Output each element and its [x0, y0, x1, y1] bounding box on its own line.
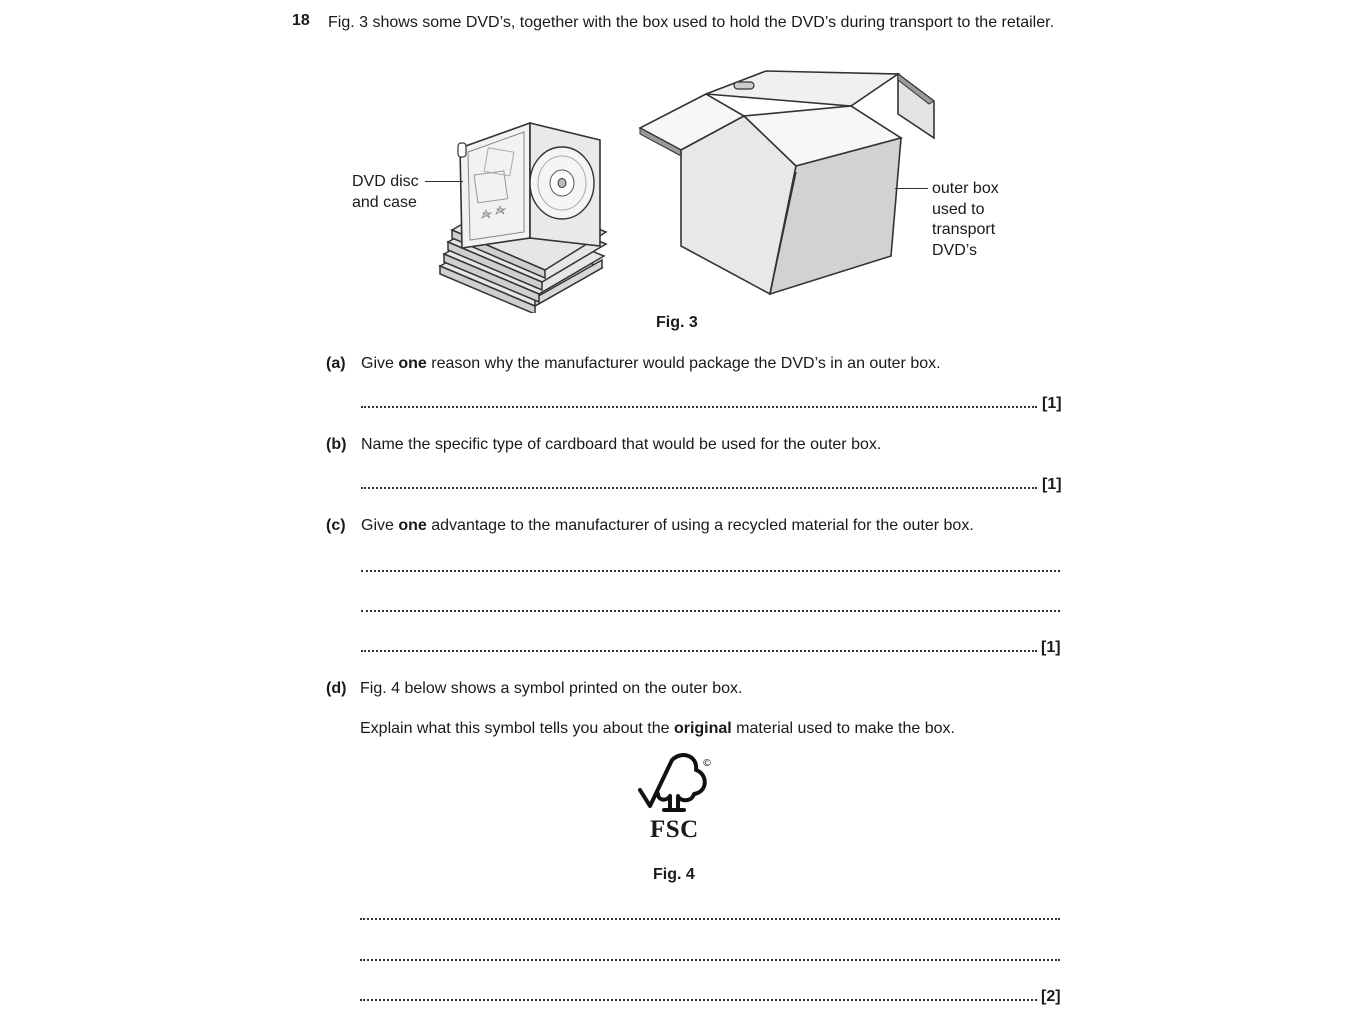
dvd-stack-illustration — [430, 118, 620, 313]
box-label — [932, 179, 999, 261]
part-a-label: (a) — [326, 355, 346, 372]
dvd-label-line2: and case — [352, 193, 417, 211]
part-b-label: (b) — [326, 436, 347, 453]
part-c-label: (c) — [326, 517, 346, 534]
figure3-caption: Fig. 3 — [656, 314, 698, 331]
box-label-line2: used to — [932, 200, 985, 218]
fsc-copyright-mark: © — [702, 758, 712, 769]
part-d-marks: [2] — [1041, 988, 1061, 1005]
part-a-marks: [1] — [1042, 395, 1062, 412]
part-a-answer-line[interactable] — [361, 406, 1037, 408]
part-c-answer-line-1[interactable] — [361, 570, 1060, 572]
fsc-logo-text: FSC — [650, 816, 699, 843]
part-c-answer-line-2[interactable] — [361, 610, 1060, 612]
part-d-answer-line-2[interactable] — [360, 959, 1060, 961]
dvd-label — [352, 172, 419, 213]
question-intro: Fig. 3 shows some DVD’s, together with the box used to hold the DVD’s during transport to the retailer. — [328, 14, 1055, 31]
box-label-line1: outer box — [932, 180, 999, 197]
part-d-text-2: Explain what this symbol tells you about the original material used to make the box. — [360, 720, 955, 737]
part-c-marks: [1] — [1041, 639, 1061, 656]
part-b-text: Name the specific type of cardboard that would be used for the outer box. — [361, 436, 882, 453]
part-a-text: Give one reason why the manufacturer would package the DVD’s in an outer box. — [361, 355, 941, 372]
question-number: 18 — [292, 12, 310, 29]
cardboard-box-illustration — [636, 66, 941, 301]
part-b-marks: [1] — [1042, 476, 1062, 493]
part-d-answer-line-3[interactable] — [360, 999, 1037, 1001]
part-d-answer-line-1[interactable] — [360, 918, 1060, 920]
figure4-caption: Fig. 4 — [653, 866, 695, 883]
box-label-line3: transport — [932, 221, 996, 238]
dvd-label-line1: DVD disc — [352, 173, 419, 190]
part-b-answer-line[interactable] — [361, 487, 1037, 489]
part-c-answer-line-3[interactable] — [361, 650, 1037, 652]
part-d-label: (d) — [326, 680, 347, 697]
part-d-text-1: Fig. 4 below shows a symbol printed on the outer box. — [360, 680, 743, 697]
dvd-leader-line — [425, 181, 463, 182]
box-leader-line — [895, 188, 928, 189]
box-label-line4: DVD’s — [932, 241, 978, 259]
part-c-text: Give one advantage to the manufacturer of using a recycled material for the outer box. — [361, 517, 974, 534]
